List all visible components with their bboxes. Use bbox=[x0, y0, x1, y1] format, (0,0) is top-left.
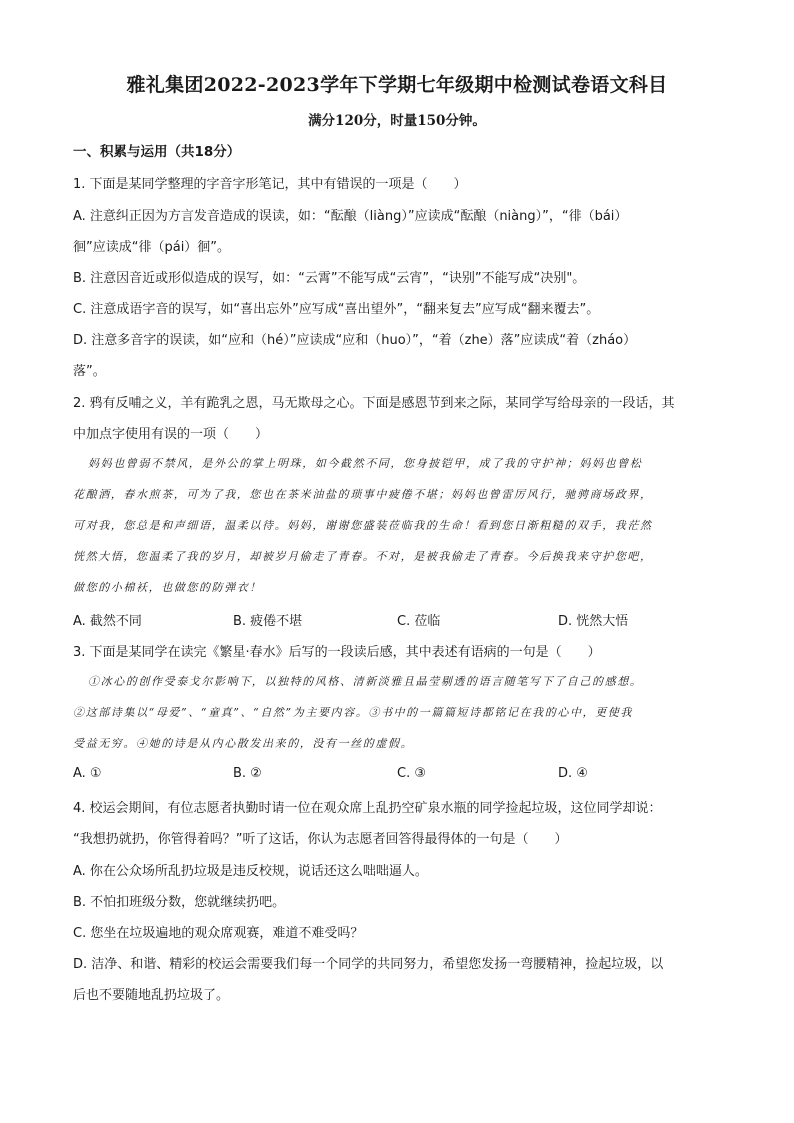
q1-option-d-cont: 落”。 bbox=[73, 364, 106, 379]
q2-option-a: A. 截然不同 bbox=[73, 614, 142, 629]
q2-option-c: C. 莅临 bbox=[397, 614, 441, 629]
q4-option-a: A. 你在公众场所乱扔垃圾是违反校规，说话还这么咄咄逼人。 bbox=[73, 864, 428, 879]
q1-option-b: B. 注意因音近或形似造成的误写，如：“云霄”不能写成“云宵”，“诀别”不能写成“决别"。 bbox=[73, 271, 586, 286]
q2-option-b: B. 疲倦不堪 bbox=[233, 614, 303, 629]
q2-passage-line: 做您的小棉袄，也做您的防弹衣！ bbox=[73, 581, 262, 594]
q2-stem-cont: 中加点字使用有误的一项（ ） bbox=[73, 427, 269, 442]
q3-passage-line: ①冰心的创作受泰戈尔影响下，以独特的风格、清新淡雅且晶莹剔透的语言随笔写下了自己的感想。 bbox=[88, 675, 643, 688]
q3-stem: 3. 下面是某同学在读完《繁星·春水》后写的一段读后感，其中表述有语病的一句是（ ） bbox=[73, 645, 601, 660]
q3-option-a: A. ① bbox=[73, 766, 102, 781]
q2-passage-line: 妈妈也曾弱不禁风，是外公的掌上明珠，如今截然不同，您身披铠甲，成了我的守护神；妈妈也曾松 bbox=[88, 457, 643, 470]
q4-option-d: D. 洁净、和谐、精彩的校运会需要我们每一个同学的共同努力，希望您发扬一弯腰精神，捡起垃圾，以 bbox=[73, 957, 664, 972]
q3-passage-line: 受益无穷。④她的诗是从内心散发出来的，没有一丝的虚假。 bbox=[73, 737, 414, 750]
q2-passage-line: 可对我，您总是和声细语，温柔以待。妈妈，谢谢您盛装莅临我的生命！看到您日渐粗糙的双手，我茫然 bbox=[73, 519, 653, 532]
q1-stem: 1. 下面是某同学整理的字音字形笔记，其中有错误的一项是（ ） bbox=[73, 177, 467, 192]
exam-subtitle: 满分120分，时量150分钟。 bbox=[308, 113, 486, 129]
q4-option-c: C. 您坐在垃圾遍地的观众席观赛，难道不难受吗？ bbox=[73, 926, 364, 941]
q3-option-b: B. ② bbox=[233, 766, 262, 781]
q1-option-d: D. 注意多音字的误读，如“应和（hé）”应读成“应和（huo）”，“着（zhe）落”应读成“着（zháo） bbox=[73, 333, 637, 348]
q4-option-b: B. 不怕扣班级分数，您就继续扔吧。 bbox=[73, 895, 286, 910]
q1-option-a: A. 注意纠正因为方言发音造成的误读，如：“酝酿（liàng）”应读成“酝酿（niàng）”，“徘（bái） bbox=[73, 209, 628, 224]
q3-option-c: C. ③ bbox=[397, 766, 426, 781]
q2-option-d: D. 恍然大悟 bbox=[558, 614, 629, 629]
q2-passage-line: 花酿酒，春水煎茶，可为了我，您也在茶米油盐的琐事中疲倦不堪；妈妈也曾雷厉风行，驰骋商场政界， bbox=[73, 488, 653, 501]
q1-option-a-cont: 徊”应读成“徘（pái）徊”。 bbox=[73, 240, 231, 255]
q3-option-d: D. ④ bbox=[558, 766, 588, 781]
exam-title: 雅礼集团2022-2023学年下学期七年级期中检测试卷语文科目 bbox=[126, 74, 668, 96]
section-heading: 一、积累与运用（共18分） bbox=[73, 144, 241, 160]
q4-option-d-cont: 后也不要随地乱扔垃圾了。 bbox=[73, 988, 230, 1003]
q3-passage-line: ②这部诗集以“母爱”、“童真”、“自然”为主要内容。③书中的一篇篇短诗都铭记在我的心中，更使我 bbox=[73, 706, 633, 719]
q4-stem: 4. 校运会期间，有位志愿者执勤时请一位在观众席上乱扔空矿泉水瓶的同学捡起垃圾，这位同学却说： bbox=[73, 801, 662, 816]
q2-passage-line: 恍然大悟，您温柔了我的岁月，却被岁月偷走了青春。不对，是被我偷走了青春。今后换我来守护您吧， bbox=[73, 550, 653, 563]
q2-stem: 2. 鸦有反哺之义，羊有跪乳之恩，马无欺母之心。下面是感恩节到来之际，某同学写给母亲的一段话，其 bbox=[73, 396, 675, 411]
q1-option-c: C. 注意成语字音的误写，如“喜出忘外”应写成“喜出望外”，“翻来复去”应写成“翻来覆去”。 bbox=[73, 302, 600, 317]
q4-stem-cont: “我想扔就扔，你管得着吗？”听了这话，你认为志愿者回答得最得体的一句是（ ） bbox=[73, 832, 568, 847]
